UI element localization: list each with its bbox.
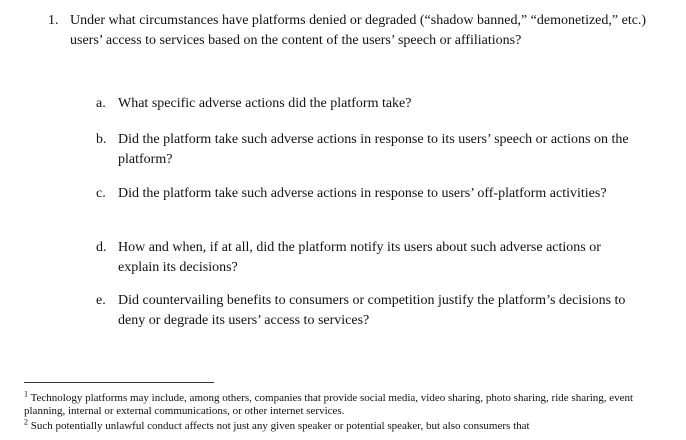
sub-question-text: What specific adverse actions did the platform take? xyxy=(118,96,412,111)
sub-question-a xyxy=(96,94,636,114)
sub-question-letter: c. xyxy=(96,186,106,201)
sub-question-text: How and when, if at all, did the platform notify its users about such adverse actions or explain its decisions? xyxy=(118,240,601,275)
question-1 xyxy=(48,11,648,51)
question-number: 1. xyxy=(48,13,59,28)
footnote-marker: 2 xyxy=(24,417,28,427)
sub-question-e xyxy=(96,291,636,331)
sub-question-letter: e. xyxy=(96,293,106,308)
question-text: Under what circumstances have platforms denied or degraded (“shadow banned,” “demonetized,” etc.) users’ access to services based on the content of the users’ speech or affiliations? xyxy=(70,13,647,48)
sub-question-b xyxy=(96,130,636,170)
sub-question-letter: a. xyxy=(96,96,106,111)
footnote-separator xyxy=(24,382,214,383)
cut-off-top-line xyxy=(70,0,630,1)
footnote-text: Technology platforms may include, among others, companies that provide social media, video sharing, photo sharing, ride sharing, event planning, internal or external communications, or other internet services. xyxy=(24,392,634,417)
cut-off-bottom-line xyxy=(24,434,654,440)
sub-question-c xyxy=(96,184,636,204)
sub-question-text: Did the platform take such adverse actions in response to its users’ speech or actions on the platform? xyxy=(118,132,629,167)
sub-question-letter: b. xyxy=(96,132,107,147)
sub-question-text: Did countervailing benefits to consumers or competition justify the platform’s decisions to deny or degrade its users’ access to services? xyxy=(118,293,626,328)
footnote-marker: 1 xyxy=(24,389,28,399)
footnote-1 xyxy=(24,389,654,418)
footnote-2 xyxy=(24,417,654,433)
sub-question-text: Did the platform take such adverse actions in response to users’ off-platform activities? xyxy=(118,186,607,201)
footnote-text: Such potentially unlawful conduct affects not just any given speaker or potential speaker, but also consumers that xyxy=(30,420,530,432)
sub-question-letter: d. xyxy=(96,240,107,255)
sub-question-d xyxy=(96,238,636,278)
